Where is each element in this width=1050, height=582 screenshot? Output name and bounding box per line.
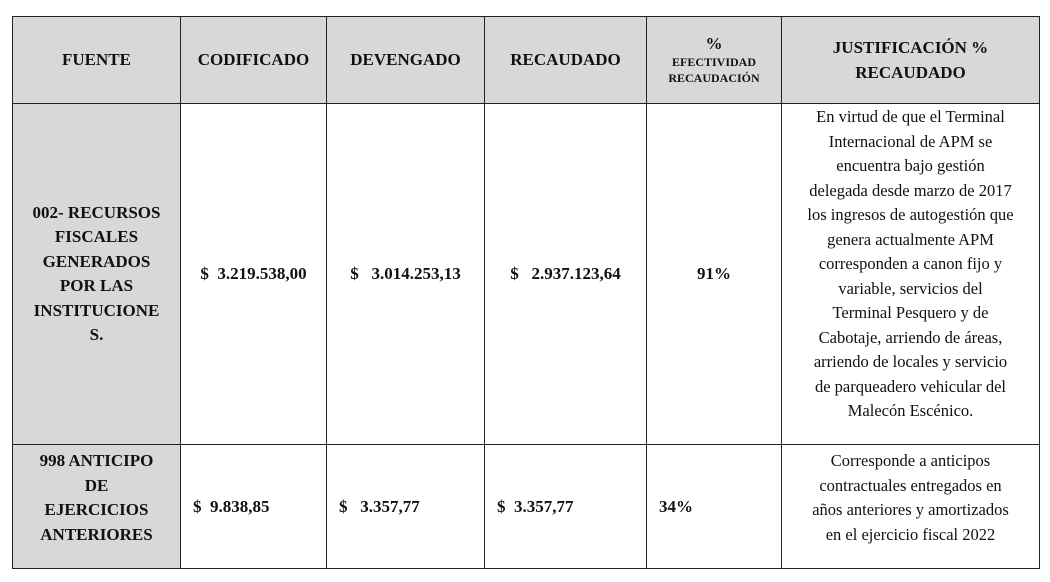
recaudado-cell: $ 3.357,77 [485,445,647,569]
justificacion-line: corresponden a canon fijo y [818,254,1003,273]
justificacion-line: Internacional de APM se [828,131,993,151]
justificacion-line: Corresponde a anticipos [830,451,991,470]
justificacion-line: variable, servicios del [838,278,983,298]
fuente-cell [13,104,181,445]
fuente-line: FISCALES [54,227,139,246]
devengado-cell: $ 3.357,77 [327,445,485,569]
justificacion-line: encuentra bajo gestión [836,156,985,175]
table-header-row [13,17,1040,104]
justificacion-line: arriendo de locales y servicio [813,352,1008,371]
fuente-line: 002- RECURSOS [32,202,161,222]
table-row [13,104,1040,445]
header-just-line1: JUSTIFICACIÓN % [832,38,989,57]
header-devengado: DEVENGADO [327,17,485,104]
justificacion-line: de parqueadero vehicular del [814,376,1007,396]
codificado-cell: $ 9.838,85 [181,445,327,569]
fuente-line: 998 ANTICIPO [39,451,154,470]
justificacion-line: en el ejercicio fiscal 2022 [825,524,996,544]
justificacion-line: genera actualmente APM [827,229,994,249]
header-pct-line1: EFECTIVIDAD [671,55,756,69]
header-recaudado: RECAUDADO [485,17,647,104]
fuente-line: S. [89,325,104,344]
justificacion-line: En virtud de que el Terminal [816,107,1005,126]
header-justificacion [782,17,1040,104]
recaudado-cell: $ 2.937.123,64 [485,104,647,445]
header-just-line2: RECAUDADO [855,63,966,82]
fuente-line: DE [84,475,109,495]
devengado-cell: $ 3.014.253,13 [327,104,485,445]
justificacion-cell [782,445,1040,569]
fuente-cell [13,445,181,569]
fuente-line: EJERCICIOS [44,500,149,519]
fuente-line: ANTERIORES [40,524,153,544]
justificacion-line: Cabotaje, arriendo de áreas, [818,327,1003,347]
fuente-line: INSTITUCIONE [33,300,160,320]
header-efectividad [647,17,782,104]
justificacion-line: años anteriores y amortizados [812,500,1009,519]
efectividad-cell: 34% [647,445,782,569]
efectividad-cell: 91% [647,104,782,445]
justificacion-line: Terminal Pesquero y de [832,303,989,322]
header-pct-symbol: % [705,34,723,53]
header-fuente: FUENTE [13,17,181,104]
justificacion-cell [782,104,1040,445]
fuente-line: GENERADOS [42,251,151,271]
header-pct-line2: RECAUDACIÓN [668,71,760,85]
justificacion-line: contractuales entregados en [819,475,1002,495]
justificacion-line: Malecón Escénico. [847,401,974,420]
fuente-line: POR LAS [59,276,134,295]
budget-execution-table [12,16,1040,569]
justificacion-line: los ingresos de autogestión que [807,205,1014,224]
codificado-cell: $ 3.219.538,00 [181,104,327,445]
justificacion-line: delegada desde marzo de 2017 [809,180,1012,200]
header-codificado: CODIFICADO [181,17,327,104]
table-row [13,445,1040,569]
